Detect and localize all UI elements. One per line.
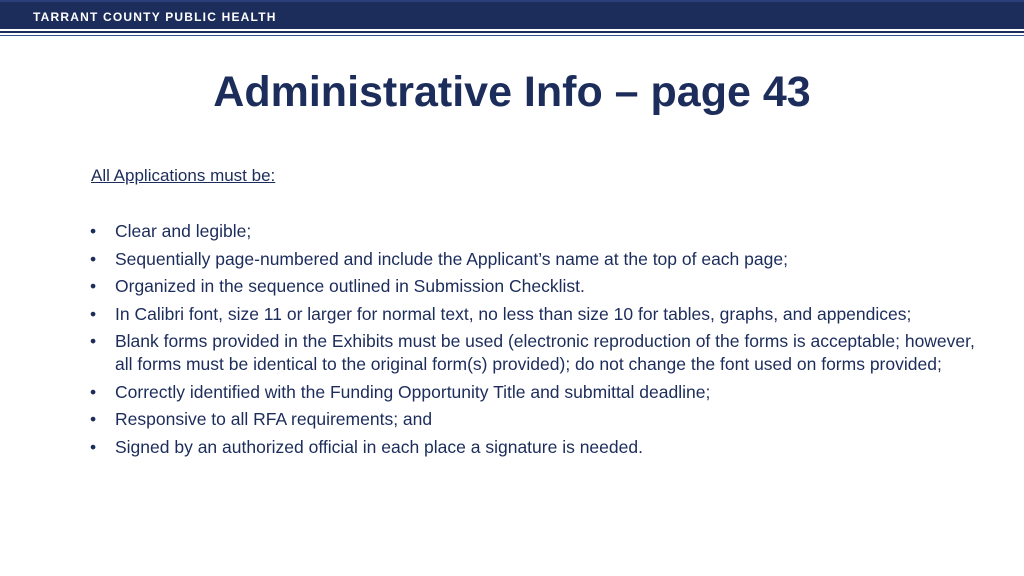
list-item-text: Sequentially page-numbered and include the Applicant’s name at the top of each page; (115, 248, 788, 269)
header-stripe-thin (0, 35, 1024, 36)
intro-text: All Applications must be: (91, 166, 276, 185)
requirements-list (90, 220, 990, 463)
list-item-text: Blank forms provided in the Exhibits must be used (electronic reproduction of the forms is acceptable; however, all forms must be identical to the original form(s) provided); do not change the font used on forms provided; (115, 331, 975, 374)
bullet-icon: • (90, 248, 97, 269)
list-item (90, 275, 990, 298)
list-item (90, 248, 990, 271)
bullet-icon: • (90, 409, 97, 429)
list-item-text: Organized in the sequence outlined in Submission Checklist. (115, 276, 585, 296)
list-item-text: Clear and legible; (115, 221, 252, 241)
list-item-text: In Calibri font, size 11 or larger for normal text, no less than size 10 for tables, graphs, and appendices; (115, 303, 912, 324)
list-item-text: Signed by an authorized official in each place a signature is needed. (115, 436, 643, 457)
list-item (90, 220, 990, 243)
bullet-icon: • (90, 436, 97, 457)
list-item (90, 408, 990, 431)
bullet-icon: • (90, 381, 97, 402)
list-item (90, 436, 990, 459)
bullet-icon: • (90, 303, 97, 324)
header-stripe (0, 31, 1024, 33)
bullet-icon: • (90, 221, 97, 241)
list-item (90, 303, 990, 326)
header-banner (0, 0, 1024, 29)
bullet-icon: • (90, 276, 97, 296)
bullet-icon: • (90, 331, 97, 351)
list-item-text: Responsive to all RFA requirements; and (115, 409, 433, 429)
slide-title: Administrative Info – page 43 (213, 68, 811, 116)
organization-name: TARRANT COUNTY PUBLIC HEALTH (33, 10, 277, 24)
list-item-text: Correctly identified with the Funding Opportunity Title and submittal deadline; (115, 381, 711, 402)
list-item (90, 330, 990, 376)
list-item (90, 381, 990, 404)
